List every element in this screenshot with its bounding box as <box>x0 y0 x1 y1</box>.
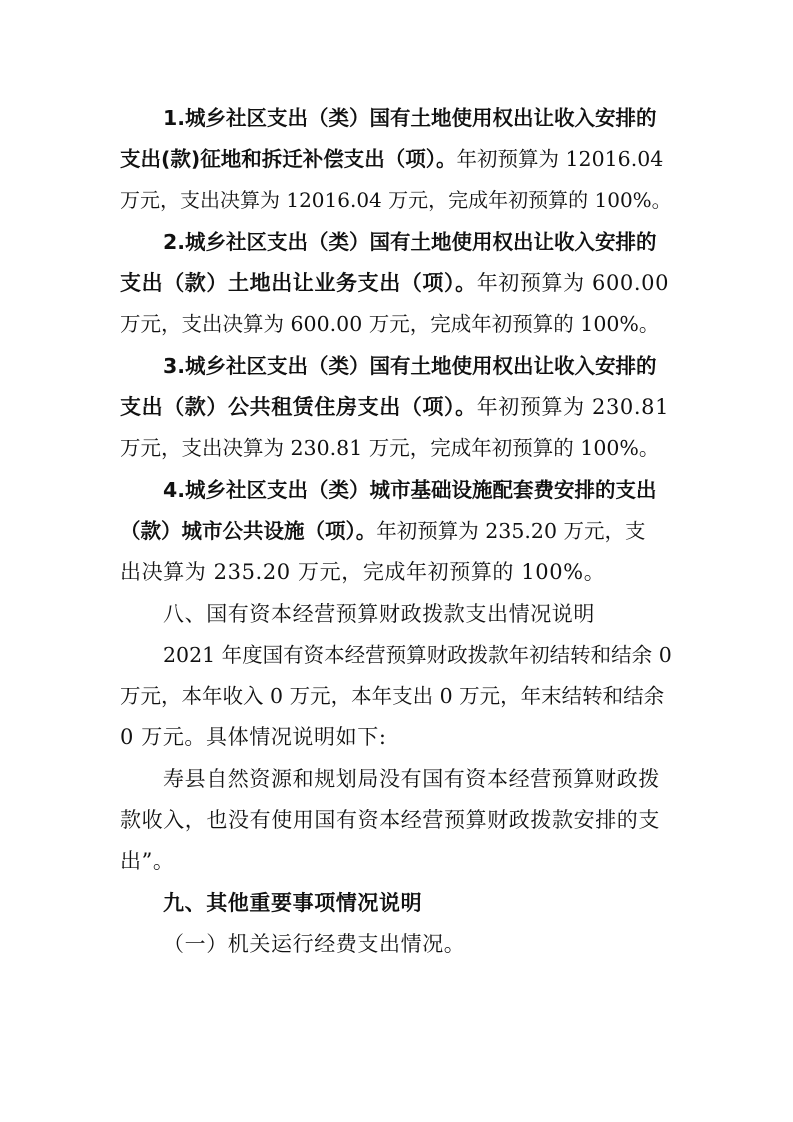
item-4-title-part-2: （款）城市公共设施（项）。 <box>120 519 377 543</box>
item-1-final-text: 万元，支出决算为 12016.04 万元，完成年初预算的 100%。 <box>120 188 672 212</box>
item-2-title-part-2: 支出（款）土地出让业务支出（项）。 <box>120 271 477 295</box>
item-3-title-part-2: 支出（款）公共租赁住房支出（项）。 <box>120 395 477 419</box>
item-3-line-1 <box>163 352 657 380</box>
item-4-line-2 <box>120 517 646 545</box>
item-2-line-2 <box>120 269 669 297</box>
item-1-title-part-1: 1.城乡社区支出（类）国有土地使用权出让收入安排的 <box>163 106 657 130</box>
item-1-budget-text: 年初预算为 12016.04 <box>456 147 664 171</box>
section-8-para-2-line-1: 寿县自然资源和规划局没有国有资本经营预算财政拨 <box>163 767 660 791</box>
section-8-heading: 八、国有资本经营预算财政拨款支出情况说明 <box>163 602 595 626</box>
item-2-final-text: 万元，支出决算为 600.00 万元，完成年初预算的 100%。 <box>120 312 660 336</box>
section-8-para-1-line-2: 万元，本年收入 0 万元，本年支出 0 万元，年末结转和结余 <box>120 684 665 708</box>
item-3-line-2 <box>120 393 669 421</box>
item-2-budget-text: 年初预算为 600.00 <box>476 271 670 295</box>
section-9-heading: 九、其他重要事项情况说明 <box>163 891 423 915</box>
item-3-line-3 <box>120 434 659 462</box>
item-4-final-text: 出决算为 235.20 万元，完成年初预算的 100%。 <box>120 560 606 584</box>
item-3-budget-text: 年初预算为 230.81 <box>476 395 670 419</box>
item-4-budget-text: 年初预算为 235.20 万元，支 <box>376 519 646 543</box>
item-4-title-part-1: 4.城乡社区支出（类）城市基础设施配套费安排的支出 <box>163 478 657 502</box>
item-2-line-3 <box>120 310 659 338</box>
item-1-line-3 <box>120 186 672 214</box>
section-9-sub-1: （一）机关运行经费支出情况。 <box>163 932 466 956</box>
item-2-title-part-1: 2.城乡社区支出（类）国有土地使用权出让收入安排的 <box>163 230 657 254</box>
item-1-line-1 <box>163 104 657 132</box>
item-3-final-text: 万元，支出决算为 230.81 万元，完成年初预算的 100%。 <box>120 436 660 460</box>
section-8-para-2-line-3: 出”。 <box>120 849 175 873</box>
item-4-line-3 <box>120 558 605 586</box>
section-8-para-2-line-2: 款收入，也没有使用国有资本经营预算财政拨款安排的支 <box>120 808 660 832</box>
item-4-line-1 <box>163 476 657 504</box>
item-3-title-part-1: 3.城乡社区支出（类）国有土地使用权出让收入安排的 <box>163 354 657 378</box>
item-1-title-part-2: 支出(款)征地和拆迁补偿支出（项）。 <box>120 147 457 171</box>
section-8-para-1-line-1: 2021 年度国有资本经营预算财政拨款年初结转和结余 0 <box>163 643 672 667</box>
item-2-line-1 <box>163 228 657 256</box>
item-1-line-2 <box>120 145 663 173</box>
section-8-para-1-line-3: 0 万元。具体情况说明如下: <box>120 725 387 749</box>
